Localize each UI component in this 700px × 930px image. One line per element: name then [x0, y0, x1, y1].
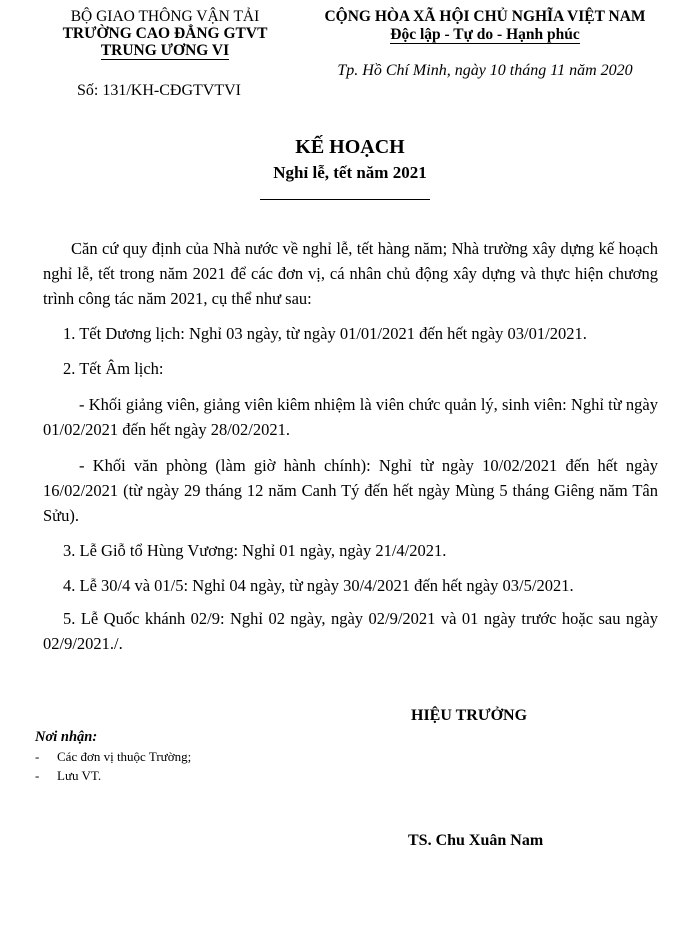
title-underline	[260, 199, 430, 200]
item-2a: - Khối giảng viên, giảng viên kiêm nhiệm là viên chức quản lý, sinh viên: Nghỉ từ ngày 01/02/2021 đến hết ngày 28/02/2021.	[43, 395, 658, 439]
school-name-line2: TRUNG ƯƠNG VI	[100, 42, 230, 59]
intro-paragraph: Căn cứ quy định của Nhà nước về nghỉ lễ, tết hàng năm; Nhà trường xây dựng kế hoạch nghỉ lễ, tết trong năm 2021 để các đơn vị, cá nhân chủ động xây dựng và thực hiện chương trình công tác năm 2021, cụ thể như sau:	[43, 239, 658, 308]
national-header-block	[300, 8, 670, 44]
list-dash: -	[35, 749, 40, 764]
ministry-name: BỘ GIAO THÔNG VẬN TẢI	[70, 8, 260, 25]
item-5: 5. Lễ Quốc khánh 02/9: Nghỉ 02 ngày, ngày 02/9/2021 và 01 ngày trước hoặc sau ngày 02/9/2021./.	[43, 609, 658, 653]
document-number: Số: 131/KH-CĐGTVTVI	[77, 82, 241, 99]
place-date: Tp. Hồ Chí Minh, ngày 10 tháng 11 năm 2020	[337, 62, 633, 79]
item-3: 3. Lễ Giỗ tổ Hùng Vương: Nghỉ 01 ngày, ngày 21/4/2021.	[63, 541, 447, 560]
school-name-line1: TRƯỜNG CAO ĐẲNG GTVT	[62, 25, 268, 42]
item-1: 1. Tết Dương lịch: Nghỉ 03 ngày, từ ngày 01/01/2021 đến hết ngày 03/01/2021.	[63, 324, 587, 343]
item-2b: - Khối văn phòng (làm giờ hành chính): Nghỉ từ ngày 10/02/2021 đến hết ngày 16/02/2021 (từ ngày 29 tháng 12 năm Canh Tý đến hết ngày Mùng 5 tháng Giêng năm Tân Sửu).	[43, 456, 658, 525]
recipient-list-item	[35, 767, 101, 784]
signer-position: HIỆU TRƯỞNG	[411, 707, 528, 724]
recipients-heading: Nơi nhận:	[35, 729, 98, 745]
document-title: KẾ HOẠCH	[295, 136, 405, 158]
recipient-list-item	[35, 748, 191, 765]
signer-name: TS. Chu Xuân Nam	[408, 832, 544, 849]
issuer-block	[40, 8, 290, 59]
item-2: 2. Tết Âm lịch:	[63, 359, 164, 378]
republic-title: CỘNG HÒA XÃ HỘI CHỦ NGHĨA VIỆT NAM	[324, 8, 646, 25]
list-dash: -	[35, 768, 40, 783]
document-subtitle: Nghỉ lễ, tết năm 2021	[273, 163, 427, 182]
recipient-text: Các đơn vị thuộc Trường;	[57, 749, 192, 764]
recipient-text: Lưu VT.	[57, 768, 102, 783]
national-motto: Độc lập - Tự do - Hạnh phúc	[390, 26, 580, 43]
item-4: 4. Lễ 30/4 và 01/5: Nghỉ 04 ngày, từ ngày 30/4/2021 đến hết ngày 03/5/2021.	[63, 576, 574, 595]
